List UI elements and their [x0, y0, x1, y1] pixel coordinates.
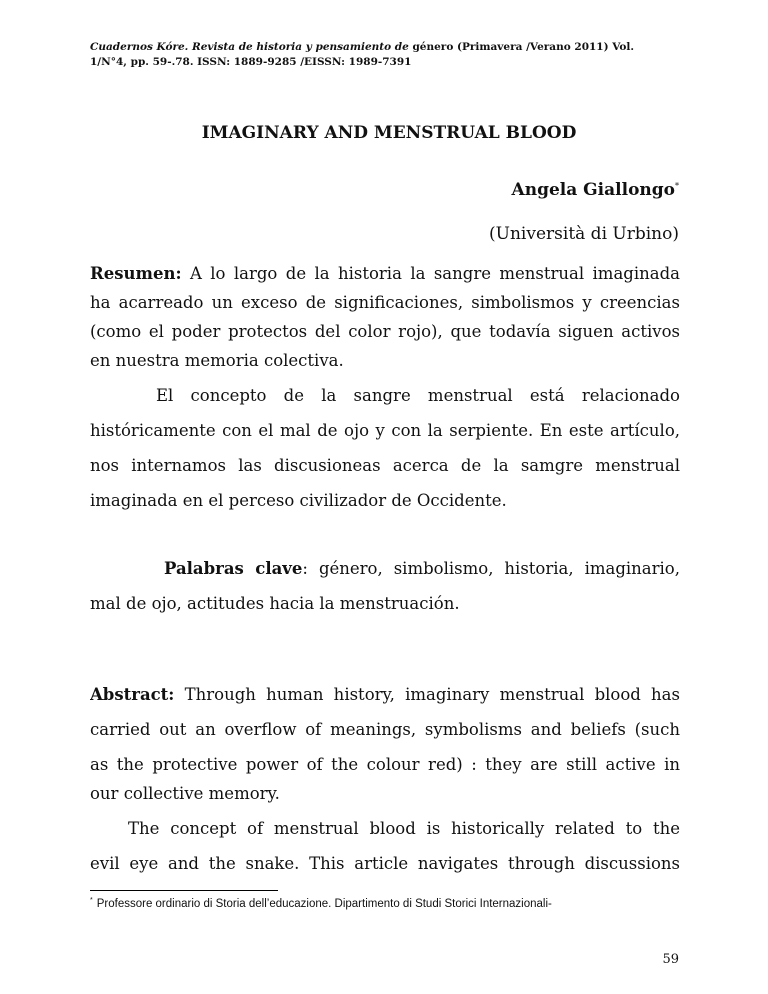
- author-footnote-mark: *: [675, 181, 679, 191]
- resumen-line: El concepto de la sangre menstrual está relacionado: [156, 386, 680, 405]
- footnote-text: Professore ordinario di Storia dell’educazione. Dipartimento di Studi Storici Internazionali-: [96, 897, 552, 910]
- palabras-label: Palabras clave: [164, 559, 303, 578]
- running-header: [90, 40, 690, 70]
- abstract-line: as the protective power of the colour red) : they are still active in: [90, 755, 680, 774]
- abstract-line: our collective memory.: [90, 784, 280, 803]
- header-line-1: [90, 40, 690, 55]
- abstract-line: Abstract: Through human history, imaginary menstrual blood has: [90, 685, 680, 704]
- footnote-mark: *: [90, 897, 93, 904]
- author-affiliation: (Università di Urbino): [489, 224, 679, 244]
- header-issue: género (Primavera /Verano 2011) Vol.: [408, 41, 635, 53]
- abstract-line: The concept of menstrual blood is historically related to the: [128, 819, 680, 838]
- author-name-text: Angela Giallongo: [511, 180, 675, 200]
- resumen-label: Resumen:: [90, 264, 182, 283]
- footnote-separator: [90, 890, 278, 891]
- resumen-line: Resumen: A lo largo de la historia la sangre menstrual imaginada: [90, 264, 680, 283]
- resumen-line: ha acarreado un exceso de significaciones, simbolismos y creencias: [90, 293, 680, 312]
- palabras-line: Palabras clave: género, simbolismo, historia, imaginario,: [164, 559, 680, 578]
- journal-name: Cuadernos Kóre. Revista de historia y pensamiento de: [90, 41, 409, 53]
- abstract-line: evil eye and the snake. This article navigates through discussions: [90, 854, 680, 873]
- resumen-line: imaginada en el perceso civilizador de Occidente.: [90, 491, 507, 510]
- footnote: [90, 897, 690, 910]
- header-line-2: 1/N°4, pp. 59-.78. ISSN: 1889-9285 /EISSN: 1989-7391: [90, 56, 412, 68]
- author-name: [512, 180, 679, 200]
- page-number: 59: [662, 952, 679, 967]
- article-title: IMAGINARY AND MENSTRUAL BLOOD: [201, 123, 577, 143]
- abstract-label: Abstract:: [90, 685, 175, 704]
- resumen-line: (como el poder protectos del color rojo), que todavía siguen activos: [90, 322, 680, 341]
- resumen-line: en nuestra memoria colectiva.: [90, 351, 344, 370]
- abstract-line: carried out an overflow of meanings, symbolisms and beliefs (such: [90, 720, 680, 739]
- resumen-line: nos internamos las discusioneas acerca de la samgre menstrual: [90, 456, 680, 475]
- palabras-line: mal de ojo, actitudes hacia la menstruación.: [90, 594, 460, 613]
- resumen-line: históricamente con el mal de ojo y con la serpiente. En este artículo,: [90, 421, 680, 440]
- resumen-section: [90, 259, 680, 515]
- abstract-section: [90, 680, 680, 878]
- palabras-clave-section: [90, 554, 680, 618]
